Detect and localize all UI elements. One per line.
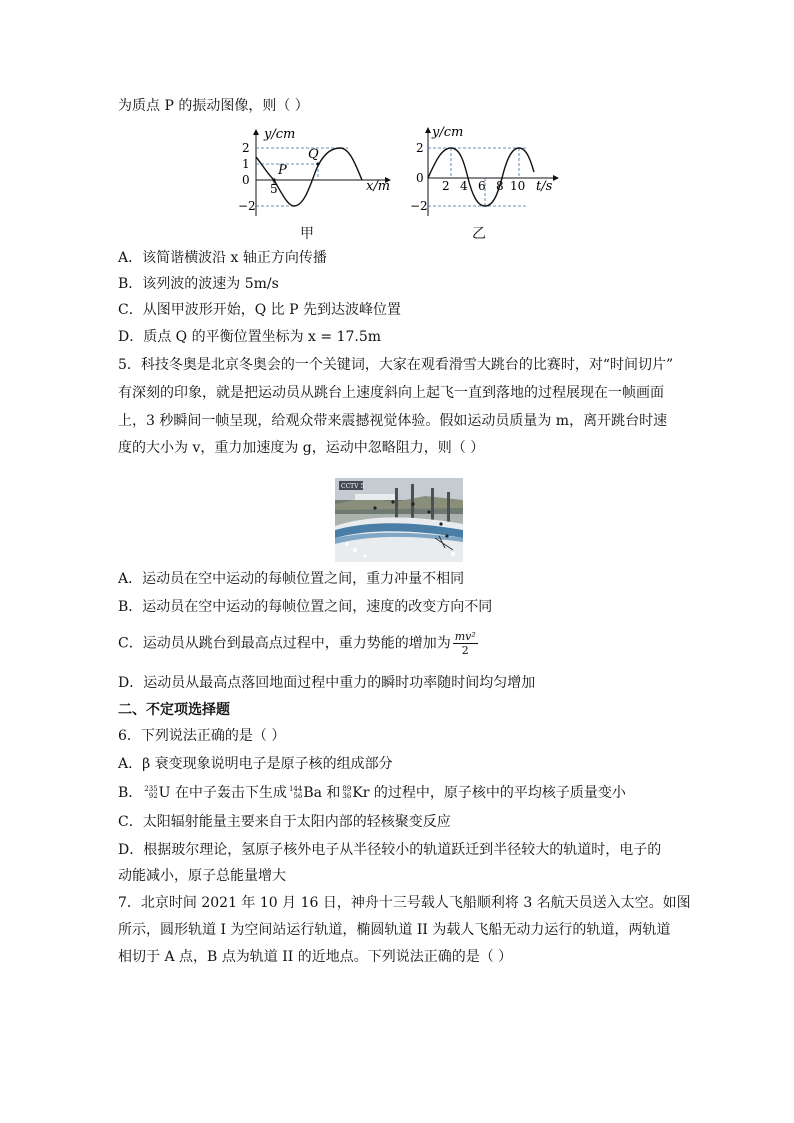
q7-stem-line2: 所示，圆形轨道 I 为空间站运行轨道，椭圆轨道 II 为载人飞船无动力运行的轨道，两轨道 — [118, 922, 671, 938]
tick-y-1: 1 — [242, 157, 250, 171]
q6-option-c: C．太阳辐射能量主要来自于太阳内部的轻核聚变反应 — [118, 814, 451, 830]
ba-symbol: Ba — [303, 785, 322, 801]
tick-t-4: 4 — [460, 179, 468, 193]
kr-symbol: Kr — [352, 785, 370, 801]
q6-b-text1: 在中子轰击下生成 — [170, 785, 287, 801]
tick-y-0: 0 — [242, 173, 250, 187]
ba-mass-number: 144 — [288, 785, 303, 793]
fraction-numerator: mv² — [454, 630, 476, 643]
q4-option-b: B．该列波的波速为 5m/s — [118, 276, 279, 292]
label-p: P — [278, 163, 287, 178]
vibration-graph-yi — [408, 124, 564, 224]
tick-t-2: 2 — [442, 179, 450, 193]
q5-option-b: B．运动员在空中运动的每帧位置之间，速度的改变方向不同 — [118, 599, 493, 615]
kr-atomic-number: 36 — [342, 792, 352, 800]
q4-option-d: D．质点 Q 的平衡位置坐标为 x = 17.5m — [118, 329, 382, 345]
tick-yi-0: 0 — [416, 171, 424, 185]
nuclide-u235 — [144, 783, 170, 803]
q7-stem-line3: 相切于 A 点，B 点为轨道 II 的近地点。下列说法正确的是（ ） — [118, 949, 513, 965]
fraction-denominator: 2 — [461, 644, 469, 657]
wave-graph-jia — [238, 124, 398, 224]
q4-option-c: C．从图甲波形开始，Q 比 P 先到达波峰位置 — [118, 302, 401, 318]
q6-stem: 6．下列说法正确的是（ ） — [118, 728, 286, 744]
point-q-dot — [316, 162, 319, 165]
q5-option-a: A．运动员在空中运动的每帧位置之间，重力冲量不相同 — [118, 571, 465, 587]
q6-option-a: A．β 衰变现象说明电子是原子核的组成部分 — [118, 756, 393, 772]
tick-y-neg2: −2 — [238, 199, 256, 213]
q6-option-d-line1: D．根据玻尔理论，氢原子核外电子从半径较小的轨道跃迁到半径较大的轨道时，电子的 — [118, 842, 662, 858]
q6-b-text3: 的过程中，原子核中的平均核子质量变小 — [369, 785, 626, 801]
label-q: Q — [308, 147, 319, 162]
u-atomic-number: 92 — [148, 792, 158, 800]
tick-t-8: 8 — [496, 179, 504, 193]
q5-stem-line2: 有深刻的印象，就是把运动员从跳台上速度斜向上起飞一直到落地的过程展现在一帧画面 — [118, 385, 664, 401]
section-heading-2: 二、不定项选择题 — [118, 702, 230, 718]
q5-option-d: D．运动员从最高点落回地面过程中重力的瞬时功率随时间均匀增加 — [118, 675, 536, 691]
tick-yi-2: 2 — [416, 141, 424, 155]
photo-channel-logo: CCTV 5 — [341, 483, 365, 490]
q5-stem-line3: 上，3 秒瞬间一帧呈现，给观众带来震撼视觉体验。假如运动员质量为 m，离开跳台时速 — [118, 413, 668, 429]
xlabel-jia: x/m — [366, 179, 391, 194]
q7-stem-line1: 7．北京时间 2021 年 10 月 16 日，神舟十三号载人飞船顺利将 3 名航天员送入太空。如图 — [118, 895, 691, 911]
q6-option-d-line2: 动能减小，原子总能量增大 — [118, 868, 286, 884]
nuclide-kr89 — [342, 783, 369, 803]
tick-t-10: 10 — [510, 179, 526, 193]
q5-stem-line4: 度的大小为 v，重力加速度为 g，运动中忽略阻力，则（ ） — [118, 440, 485, 456]
nuclide-ba144 — [289, 783, 322, 803]
caption-yi: 乙 — [472, 226, 486, 242]
caption-jia: 甲 — [300, 226, 314, 242]
question-intro-line: 为质点 P 的振动图像，则（ ） — [118, 98, 309, 114]
tick-y-2: 2 — [242, 141, 250, 155]
xlabel-yi: t/s — [536, 179, 553, 194]
q6-option-b-label: B． — [118, 785, 143, 801]
kr-mass-number: 89 — [342, 785, 352, 793]
tick-t-6: 6 — [478, 179, 486, 193]
q6-b-text2: 和 — [321, 785, 341, 801]
ba-atomic-number: 56 — [293, 792, 303, 800]
ylabel-jia: y/cm — [264, 127, 296, 142]
tick-yi-neg2: −2 — [410, 199, 428, 213]
q5-option-c — [118, 630, 478, 657]
fraction-mv2-over-2 — [453, 630, 478, 657]
q4-option-a: A．该简谐横波沿 x 轴正方向传播 — [118, 250, 327, 266]
u-symbol: U — [158, 785, 171, 801]
ski-jump-photo — [335, 478, 463, 562]
vibration-curve-yi — [428, 148, 534, 206]
tick-x-5: 5 — [270, 182, 278, 196]
q5-option-c-text: C．运动员从跳台到最高点过程中，重力势能的增加为 — [118, 635, 451, 652]
q6-option-b — [118, 783, 626, 803]
q5-stem-line1: 5．科技冬奥是北京冬奥会的一个关键词，大家在观看滑雪大跳台的比赛时，对“时间切片” — [118, 357, 674, 373]
ylabel-yi: y/cm — [432, 125, 464, 140]
u-mass-number: 235 — [144, 785, 158, 793]
